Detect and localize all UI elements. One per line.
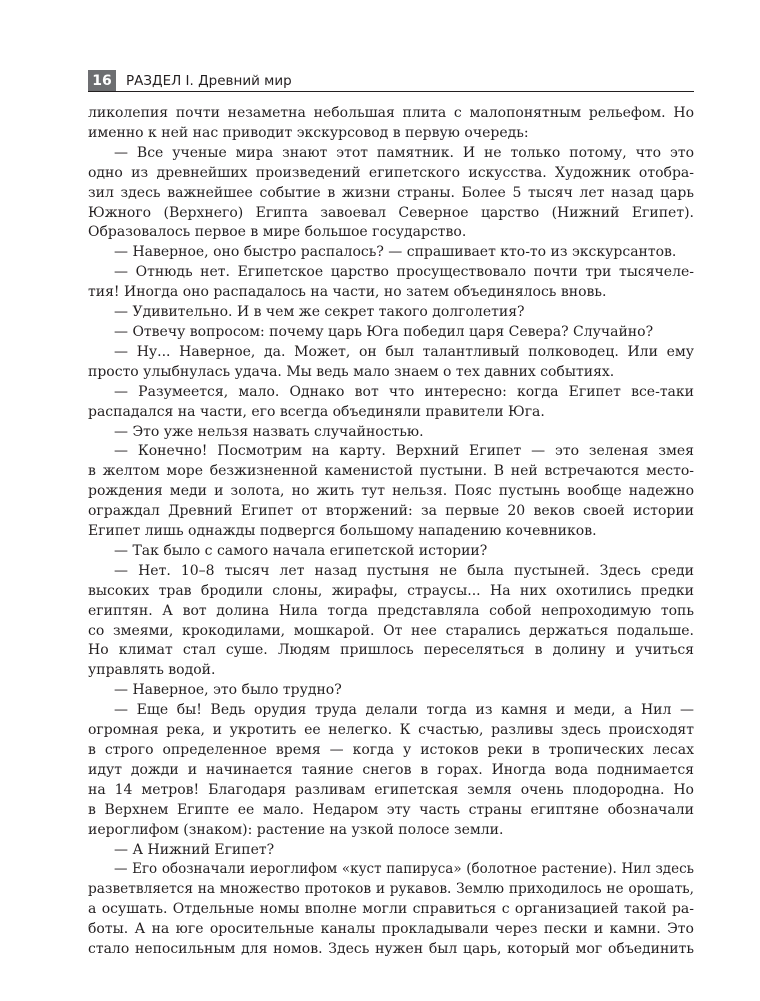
- text-line: управлять водой.: [88, 662, 216, 679]
- text-line: Южного (Верхнего) Египта завоевал Северное царство (Нижний Египет).: [88, 204, 694, 221]
- text-line: ограждал Древний Египет от вторжений: за первые 20 веков своей истории: [88, 503, 694, 520]
- text-line: — Наверное, это было трудно?: [114, 682, 342, 699]
- text-line: боты. А на юге оросительные каналы прокладывали через пески и камни. Это: [88, 921, 694, 938]
- text-line: — Это уже нельзя назвать случайностью.: [114, 423, 424, 440]
- text-line: на 14 метров! Благодаря разливам египетская земля очень плодородна. Но: [88, 781, 694, 798]
- text-line: в Верхнем Египте ее мало. Недаром эту часть страны египтяне обозначали: [88, 801, 694, 818]
- text-line: — А Нижний Египет?: [114, 841, 275, 858]
- text-line: — Удивительно. И в чем же секрет такого долголетия?: [114, 304, 525, 321]
- text-line: идут дожди и начинается таяние снегов в горах. Иногда вода поднимается: [88, 761, 694, 778]
- text-line: просто улыбнулась удача. Мы ведь мало знаем о тех давних событиях.: [88, 363, 615, 380]
- text-line: в строго определенное время — когда у истоков реки в тропических лесах: [88, 742, 694, 758]
- section-title: РАЗДЕЛ I. Древний мир: [126, 73, 292, 89]
- text-line: — Его обозначали иероглифом «куст папируса» (болотное растение). Нил здесь: [114, 861, 694, 878]
- text-line: стало непосильным для номов. Здесь нужен был царь, который мог объединить: [88, 941, 694, 958]
- text-line: а осушать. Отдельные номы вполне могли справиться с организацией такой ра-: [88, 901, 694, 918]
- text-line: — Наверное, оно быстро распалось? — спрашивает кто-то из экскурсантов.: [114, 244, 677, 261]
- text-line: распадался на части, его всегда объединяли правители Юга.: [88, 403, 545, 420]
- text-line: в желтом море безжизненной каменистой пустыни. В ней встречаются место-: [88, 463, 694, 480]
- text-line: — Конечно! Посмотрим на карту. Верхний Египет — это зеленая змея: [114, 443, 694, 460]
- text-line: иероглифом (знаком): растение на узкой полосе земли.: [88, 821, 504, 838]
- text-line: египтян. А вот долина Нила тогда представляла собой непроходимую топь: [88, 602, 694, 619]
- text-line: одно из древнейших произведений египетского искусства. Художник отобра-: [88, 164, 694, 181]
- page-number: 16: [88, 70, 116, 92]
- text-line: со змеями, крокодилами, мошкарой. От нее старались держаться подальше.: [88, 622, 694, 639]
- running-header: [88, 70, 694, 92]
- text-line: Образовалось первое в мире большое государство.: [88, 224, 467, 241]
- text-line: рождения меди и золота, но жить тут нельзя. Пояс пустынь вообще надежно: [88, 483, 694, 500]
- text-line: — Отнюдь нет. Египетское царство просуществовало почти три тысячеле-: [114, 264, 694, 281]
- text-line: Египет лишь однажды подвергся большому нападению кочевников.: [88, 523, 597, 540]
- text-line: именно к ней нас приводит экскурсовод в первую очередь:: [88, 124, 529, 141]
- text-line: зил здесь важнейшее событие в жизни страны. Более 5 тысяч лет назад царь: [88, 184, 694, 201]
- text-line: — Ну... Наверное, да. Может, он был талантливый полководец. Или ему: [114, 343, 694, 360]
- text-line: — Так было с самого начала египетской истории?: [114, 542, 488, 559]
- text-line: ликолепия почти незаметна небольшая плита с малопонятным рельефом. Но: [88, 105, 694, 121]
- text-line: высоких трав бродили слоны, жирафы, страусы... На них охотились предки: [88, 582, 694, 599]
- text-line: — Нет. 10–8 тысяч лет назад пустыня не была пустыней. Здесь среди: [114, 562, 694, 579]
- text-line: — Все ученые мира знают этот памятник. И не только потому, что это: [114, 144, 694, 161]
- text-line: — Разумеется, мало. Однако вот что интересно: когда Египет все-таки: [114, 383, 694, 400]
- text-line: огромная река, и укротить ее нелегко. К счастью, разливы здесь происходят: [88, 722, 694, 739]
- text-line: — Отвечу вопросом: почему царь Юга победил царя Севера? Случайно?: [114, 323, 654, 340]
- text-line: тия! Иногда оно распадалось на части, но затем объединялось вновь.: [88, 284, 607, 301]
- body-text: [88, 104, 694, 960]
- header-rule: [88, 91, 694, 92]
- text-line: — Еще бы! Ведь орудия труда делали тогда из камня и меди, а Нил —: [114, 702, 694, 719]
- text-line: Но климат стал суше. Людям пришлось переселяться в долину и учиться: [88, 642, 694, 659]
- text-line: разветвляется на множество протоков и рукавов. Землю приходилось не орошать,: [88, 881, 694, 898]
